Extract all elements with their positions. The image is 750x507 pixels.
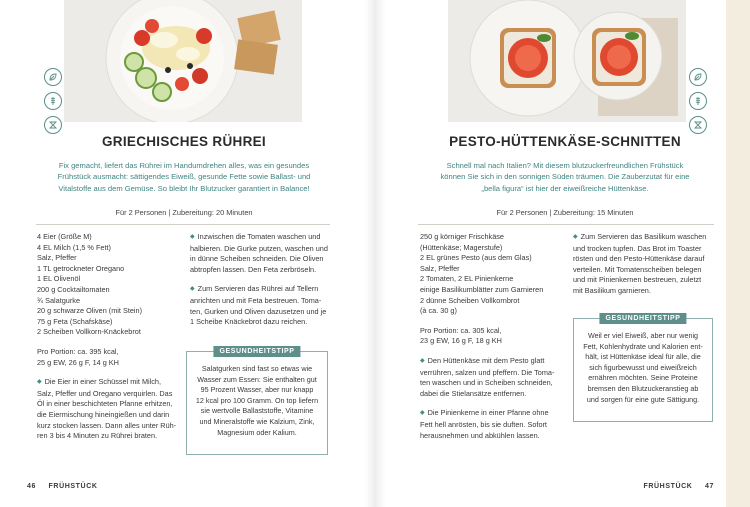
bullet-diamond-icon: ◆ [573,234,578,240]
right-footer [644,483,715,490]
step-2: ◆ Inzwischen die Tomaten waschen und halbieren. Die Gurke putzen, waschen und in dünne Scheiben schneiden. Die Oliven abtropfen lassen. Den Feta zerbröseln. [190,232,328,274]
steps-column [190,232,330,337]
gluten-free-icon [689,92,707,110]
bullet-diamond-icon: ◆ [190,234,195,240]
step-1: ◆ Die Eier in einer Schüssel mit Milch, Salz, Pfeffer und Oregano verquirlen. Das Öl in einer beschichteten Pfanne erhitzen, die Eiermischung hineingießen und darin kurz stocken lassen. Dann alles unter Rüh- ren 3 bis 4 Minuten zu Rührei braten. [37,377,177,441]
health-tip-box [573,315,713,422]
page-number: 47 [705,483,714,490]
vegetarian-leaf-icon [44,68,62,86]
nutrition-info: Pro Portion: ca. 395 kcal, 25 g EW, 26 g F, 14 g KH [37,346,119,367]
nutrition-info: Pro Portion: ca. 305 kcal, 23 g EW, 16 g F, 18 g KH [420,325,502,346]
step-3: ◆ Zum Servieren das Basilikum waschen und trocken tupfen. Das Brot im Toaster rösten und den Pesto-Hüttenkäse darauf verteilen. Mit Tomatenscheiben belegen und mit Pinienkernen bestreuen, zuletzt mit Basilikum garnieren. [573,232,707,295]
health-tip-label: GESUNDHEITSTIPP [599,313,686,324]
right-diet-icons [689,68,707,140]
health-tip-text: Salatgurken sind fast so etwas wie Wasser zum Essen: Sie enthalten gut 95 Prozent Wasser, aber nur knapp 12 kcal pro 100 Gramm. On top liefern sie wertvolle Ballaststoffe, Vitamine und Mineralstoffe wie Kalzium, Zink, Magnesium oder Kalium. [195,364,319,437]
ingredients-column [37,232,179,451]
pesto-cottage-cheese-toast-photo [448,0,686,122]
page-number: 46 [27,483,36,490]
quick-icon [689,116,707,134]
divider [36,224,330,225]
recipe-intro: Schnell mal nach Italien? Mit diesem blutzuckerfreundlichen Frühstück können Sie sich in den sonnigen Süden träumen. Die Zauberzutat für eine „bella figura“ ist hier der eiweißreiche Hüttenkäse. [440,161,690,193]
left-diet-icons [44,68,62,140]
recipe-intro: Fix gemacht, liefert das Rührei im Handumdrehen alles, was ein gesundes Frühstück ausmacht: sättigendes Eiweiß, gesunde Fette sowie Ballast- und Vitalstoffe aus dem Gemüse. So bleibt Ihr Blutzucker garantiert in Balance! [57,161,311,193]
step-2: ◆ Die Pinienkerne in einer Pfanne ohne Fett hell anrösten, bis sie duften. Sofort herausnehmen und abkühlen lassen. [420,408,549,440]
recipe-title: GRIECHISCHES RÜHREI [102,134,266,149]
step-1: ◆ Den Hüttenkäse mit dem Pesto glatt verrühren, salzen und pfeffern. Die Toma- ten waschen und in Scheiben schneiden, dabei die Stielansätze entfernen. [420,355,555,398]
ingredient-list: 4 Eier (Größe M) 4 EL Milch (1,5 % Fett) Salz, Pfeffer 1 TL getrockneter Oregano 1 EL Olivenöl 200 g Cocktailtomaten ¾ Salatgurke 20 g schwarze Oliven (mit Stein) 75 g Feta (Schafskäse) 2 Scheiben Vollkorn-Knäckebrot [37,232,143,337]
bullet-diamond-icon: ◆ [37,379,42,386]
divider [418,224,714,225]
health-tip-label: GESUNDHEITSTIPP [213,346,300,357]
vegetarian-leaf-icon [689,68,707,86]
page-edge [726,0,750,507]
health-tip-box [186,348,328,455]
section-name: FRÜHSTÜCK [48,483,98,490]
ingredient-list: 250 g körniger Frischkäse (Hüttenkäse; Magerstufe) 2 EL grünes Pesto (aus dem Glas) Salz, Pfeffer 2 Tomaten, 2 EL Pinienkerne einige Basilikumblätter zum Garnieren 2 dünne Scheiben Vollkornbrot (à ca. 30 g) [420,232,544,316]
left-footer [27,483,98,490]
bullet-diamond-icon: ◆ [190,286,195,293]
book-gutter [364,0,386,507]
portions-time: Für 2 Personen | Zubereitung: 15 Minuten [496,208,634,217]
step-3: ◆ Zum Servieren das Rührei auf Tellern anrichten und mit Feta bestreuen. Toma- ten, Gurken und Oliven dazusetzen und je 1 Scheibe Knäckebrot dazu reichen. [190,284,327,327]
health-tip-text: Weil er viel Eiweiß, aber nur wenig Fett, Kohlenhydrate und Kalorien ent- hält, ist Hüttenkäse ideal für alle, die sich figurbewusst und eiweißreich ernähren möchten. Seine Proteine bremsen den Blutzuckeranstieg ab und sorgen für eine gute Sättigung. [583,331,703,404]
section-name: FRÜHSTÜCK [643,483,693,490]
bullet-diamond-icon: ◆ [420,410,425,417]
steps-column [573,232,715,306]
recipe-title: PESTO-HÜTTENKÄSE-SCHNITTEN [449,134,681,149]
ingredients-column [420,232,566,450]
bullet-diamond-icon: ◆ [420,357,425,364]
portions-time: Für 2 Personen | Zubereitung: 20 Minuten [115,208,253,217]
greek-scrambled-eggs-photo [64,0,302,122]
gluten-free-icon [44,92,62,110]
quick-icon [44,116,62,134]
